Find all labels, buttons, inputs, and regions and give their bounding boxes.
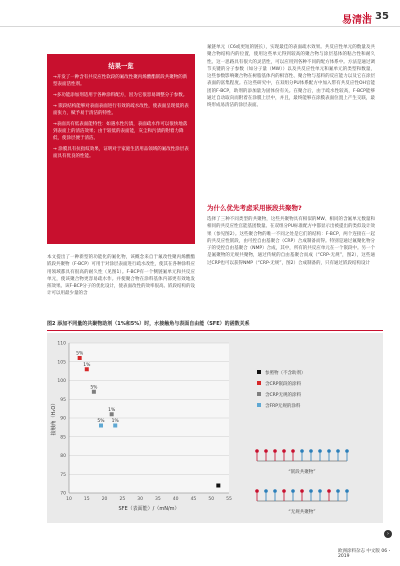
right-column-text-top: 氟链单元（C6或更短的链长），实现最佳的表面疏水效果。共反应性单元的数量及共聚合物结构内的位置，使用这些单元得到较高的聚合物与涂层基体的粘合性和耐久性。这一思路具有很大的灵活性，可以应用到各种不同的配方体系中。方法是通过调节关键的分子参数（如分子量（MW））以及共反应性单元和氟单元的类型和数量，这些参数影响聚合物在树脂基体内的相容性、聚合物与基料的反应能力以及它在涂层表面的富集程度。在这些研究中，在双组分PU体系配方中加入带有共反应性OH官能团的F-BCP，助剂的添加量为固体份有关。在聚合后，由于疏水性较高，F-BCP能够通过自动取向而附着在涂膜上层中，并且，最终能够在涂膜表面位置上产生交联，最终形成易清洁的涂层表面。 — [207, 45, 375, 109]
x-tick-label: 55 — [226, 497, 232, 502]
polymer-unit — [291, 449, 295, 453]
x-tick-label: 20 — [101, 497, 108, 502]
x-tick-label: 45 — [190, 497, 197, 502]
legend-entry: 参照物（不含助剂） — [265, 371, 306, 376]
summary-title: 结果一览 — [108, 63, 134, 70]
y-tick-label: 110 — [57, 341, 66, 347]
polymer-unit — [336, 489, 340, 493]
polymer-unit — [327, 449, 331, 453]
data-label: 1% — [83, 362, 91, 368]
data-label: 1% — [111, 419, 119, 424]
y-tick-label: 85 — [60, 435, 66, 441]
data-point — [113, 424, 117, 428]
polymer-unit — [318, 449, 322, 453]
y-tick-label: 80 — [60, 454, 66, 459]
next-page-button[interactable]: › — [384, 530, 392, 538]
legend-marker — [257, 403, 261, 407]
figure-2-chart — [47, 333, 383, 523]
polymer-unit — [300, 449, 304, 453]
summary-item: → 嵌段结构能够对表面表面进行有效的疏水改性，使表面呈现低的表面张力，赋予易于清洁的特性。 — [53, 104, 189, 116]
section-header-title: 易清洁 — [342, 15, 372, 26]
legend-entry: 含CRP嵌段的涂料 — [265, 382, 301, 387]
data-label: 1% — [108, 407, 116, 413]
x-tick-label: 25 — [119, 497, 126, 502]
polymer-unit — [309, 489, 313, 493]
polymer-unit — [282, 449, 286, 453]
data-point — [92, 390, 96, 394]
data-point — [110, 412, 114, 416]
polymer-unit — [336, 449, 340, 453]
data-label: 5% — [76, 351, 84, 357]
y-tick-label: 75 — [60, 472, 66, 478]
summary-item: →表面具有低表面能特性：如遇水性污渍，表面疏水作可以很快地落到表面上的清洁效果；由于较低的表面能，灰尘和污渍的附着力降低，使涂层便于清洁。 — [53, 122, 188, 141]
y-tick-label: 100 — [57, 379, 66, 384]
polymer-unit — [282, 489, 286, 493]
y-tick-label: 90 — [60, 416, 66, 422]
polymer-unit — [318, 489, 322, 493]
footer-journal: 欧洲涂料杂志 中文版 06・2019 — [338, 549, 392, 559]
chart-svg — [47, 333, 383, 523]
legend-entry: 含CRP无规的涂料 — [265, 393, 301, 398]
x-tick-label: 30 — [137, 497, 143, 502]
left-column-text: 本文提出了一种新型的功能化的氟化物，该概念来自于氟改性聚丙烯酸酯嵌段共聚物（F-BCP）可用于对涂层表面进行疏水改性，使其在各种涂料应用领域都具有很高的耐久性（见图1）。F-BCP有一个侧链氟单元和共反应单元，使该聚合物更容易疏水作。并使聚合物在涂料基体内部更有效地发挥效果。该F-BCP分子的优化设计，使表面改性的效率很高。嵌段结构的设计可以用最少量的含 — [47, 255, 195, 297]
right-column-text-bottom: 选择了三种不同类型的共聚物，这些共聚物具有相似的MW、相同的含氟单元数量和相同的共反应性官能基团数量。在双组分PU标准配方中都显示出被提出的类似设计效果（参见图2）。这些聚合物的唯一不同之处是它们的结构：F-BCP，两个连接在一起的共反应性嵌段，由可控自由基聚合（CRP）合成制备而得。特别是通过氟聚化物分子的受控自由基聚合（NMP）合成，其中，所有的共反应单元在一个嵌段中。另一个是氟聚物的无规共聚物，通过传统的自由基聚合而成（“CRP-无规”，图2），这些通过CRP也可以获得NMP（“CRP-无规”，图2）合成制备的，只有通过嵌段结构设计 — [207, 217, 376, 266]
y-axis-label: 接触角（H₂O） — [51, 400, 57, 436]
polymer-unit — [255, 449, 259, 453]
x-tick-label: 40 — [172, 497, 179, 502]
data-point — [78, 356, 82, 360]
polymer-unit — [291, 489, 295, 493]
polymer-unit — [273, 489, 277, 493]
y-tick-label: 70 — [60, 491, 66, 497]
polymer-unit — [264, 489, 268, 493]
x-tick-label: 35 — [155, 497, 161, 502]
page-number: 35 — [375, 11, 389, 22]
summary-item: →多功能添加剂适用于各种涂料配方，因为它很容易调整分子参数。 — [53, 93, 188, 98]
x-axis-label: SFE（表面能）/（mN/m） — [118, 506, 180, 512]
data-point — [99, 424, 103, 428]
y-tick-label: 105 — [57, 360, 66, 366]
x-tick-label: 15 — [83, 497, 90, 502]
polymer-unit — [327, 489, 331, 493]
header-rule — [0, 26, 400, 27]
polymer-unit — [273, 449, 277, 453]
polymer-unit — [345, 489, 349, 493]
polymer-unit — [345, 449, 349, 453]
section-title: 为什么优先考虑采用嵌段共聚物? — [207, 204, 302, 212]
polymer-unit — [300, 489, 304, 493]
legend-marker — [257, 370, 261, 374]
figure-rule — [47, 330, 383, 331]
diagram-label-block: “嵌段共聚物” — [288, 470, 316, 475]
polymer-unit — [255, 489, 259, 493]
summary-item: → 涂膜具有抗指纹效果，证明对于家庭生活用品领域的氟改性涂层表面具有优良的性能。 — [53, 147, 189, 159]
legend-marker — [257, 381, 261, 385]
y-tick-label: 95 — [60, 397, 66, 403]
x-tick-label: 10 — [66, 497, 72, 502]
summary-item: →开发了一种含有共反应性软段的氟改性聚丙烯酸酯嵌段共聚物的新型表面活性剂。 — [53, 75, 188, 87]
polymer-unit — [309, 449, 313, 453]
data-point — [216, 484, 220, 488]
data-point — [85, 367, 89, 371]
x-tick-label: 50 — [208, 497, 215, 502]
polymer-unit — [264, 449, 268, 453]
legend-entry: 含FRP无规的涂料 — [265, 404, 301, 409]
data-label: 5% — [90, 385, 98, 391]
data-label: 5% — [97, 419, 105, 424]
figure-caption: 图2 添加不同量的共聚物助剂（1%和5%）时，水接触角与表面自由能（SFE）的函数关系 — [47, 321, 250, 327]
legend-marker — [257, 392, 261, 396]
summary-box — [47, 54, 195, 244]
diagram-label-random: “无规共聚物” — [288, 510, 316, 515]
